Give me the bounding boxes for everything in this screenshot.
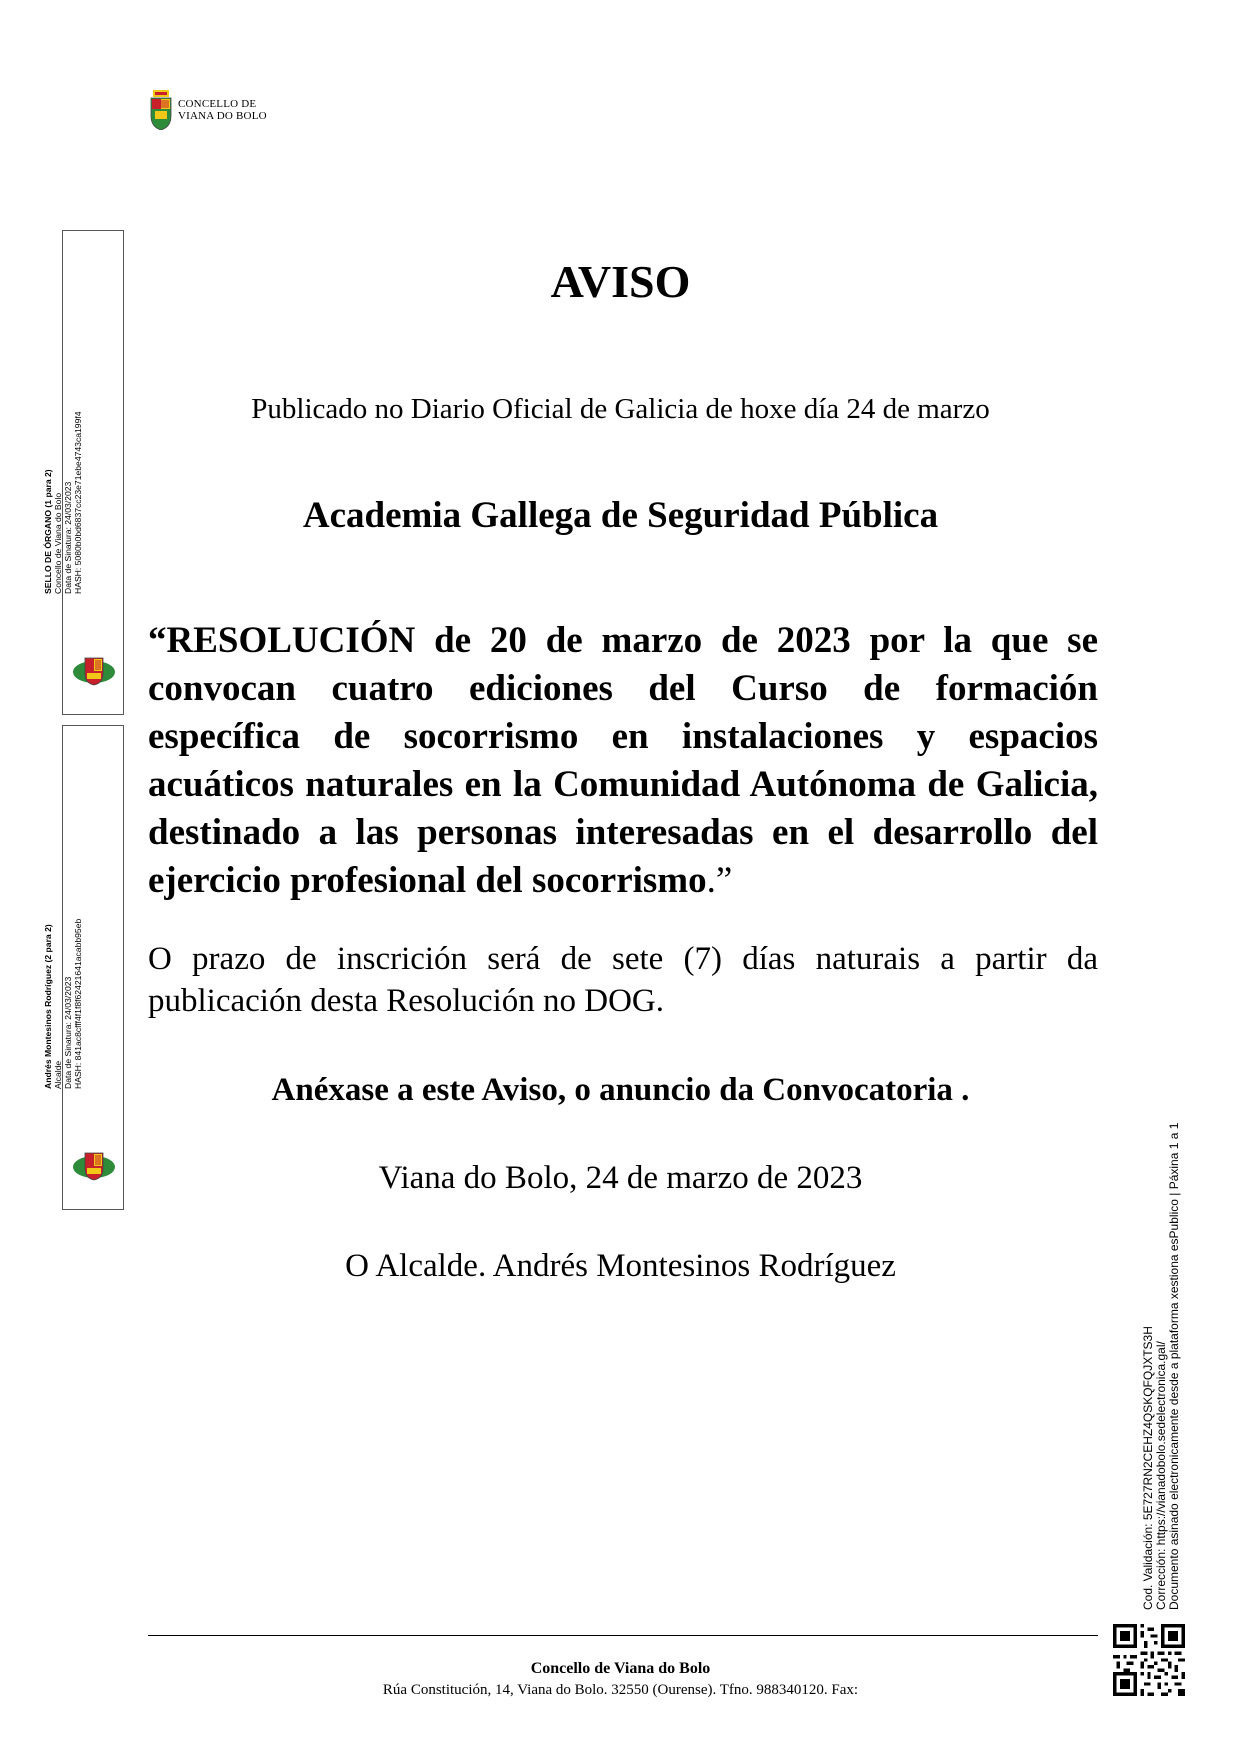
annex-notice: Anéxase a este Aviso, o anuncio da Convocatoria .	[271, 1072, 970, 1108]
signature-title: Andrés Montesinos Rodríguez (2 para 2)	[43, 924, 53, 1089]
place-and-date: Viana do Bolo, 24 de marzo de 2023	[378, 1160, 863, 1196]
signature-line: Concello de Viana do Bolo	[53, 492, 63, 594]
signature-seal-icon	[71, 654, 117, 686]
academy-heading: Academia Gallega de Seguridad Pública	[302, 495, 939, 536]
letterhead	[150, 90, 267, 130]
qr-code-icon[interactable]	[1113, 1624, 1185, 1696]
coat-of-arms-icon	[150, 90, 172, 130]
resolution-body: “RESOLUCIÓN de 20 de marzo de 2023 por la que se convocan cuatro ediciones del Curso de formación específica de socorrismo en instalaciones y espacios acuáticos naturales en la Comunidad Autónoma de Galicia, destinado a las personas interesadas en el desarrollo del ejercicio profesional del socorrismo	[148, 620, 1098, 901]
signature-line: Data de Sinatura: 24/03/2023	[63, 976, 73, 1089]
mayor-signature-line: O Alcalde. Andrés Montesinos Rodríguez	[345, 1248, 896, 1284]
resolution-closing-quote: .”	[706, 860, 733, 901]
letterhead-line-1: CONCELLO DE	[178, 98, 257, 110]
signature-line: Alcalde	[53, 1060, 63, 1089]
registration-deadline: O prazo de inscrición será de sete (7) días naturais a partir da publicación desta Resolución no DOG.	[148, 941, 1098, 1019]
validation-url: Corrección: https://vianadobolo.sedelectronica.gal/	[1154, 1341, 1168, 1610]
letterhead-line-2: VIANA DO BOLO	[178, 110, 267, 122]
resolution-text	[148, 617, 1098, 905]
signature-line: Data de Sinatura: 24/03/2023	[63, 481, 73, 594]
document-title: AVISO	[550, 256, 691, 307]
signature-hash: HASH: 841ac8cfff4f1f8f62421641acabb95eb	[73, 918, 83, 1089]
validation-note: Documento asinado electronicamente desde a plataforma xestiona esPublico | Páxina 1 a 1	[1167, 1122, 1181, 1610]
signature-title: SELLO DE ÓRGANO (1 para 2)	[43, 469, 53, 594]
footer-organization: Concello de Viana do Bolo	[530, 1660, 711, 1677]
footer-address: Rúa Constitución, 14, Viana do Bolo. 32550 (Ourense). Tfno. 988340120. Fax:	[382, 1682, 859, 1698]
validation-code: Cod. Validación: 5E727RN2CEHZ4QSKQFQJXTS3H	[1141, 1326, 1155, 1610]
footer-divider	[148, 1635, 1098, 1636]
signature-box-mayor	[43, 725, 124, 1210]
publication-notice: Publicado no Diario Oficial de Galicia de hoxe día 24 de marzo	[251, 393, 990, 425]
signature-hash: HASH: 5080b0bd6837cc23e71ebe4743ca199f4	[73, 411, 83, 594]
